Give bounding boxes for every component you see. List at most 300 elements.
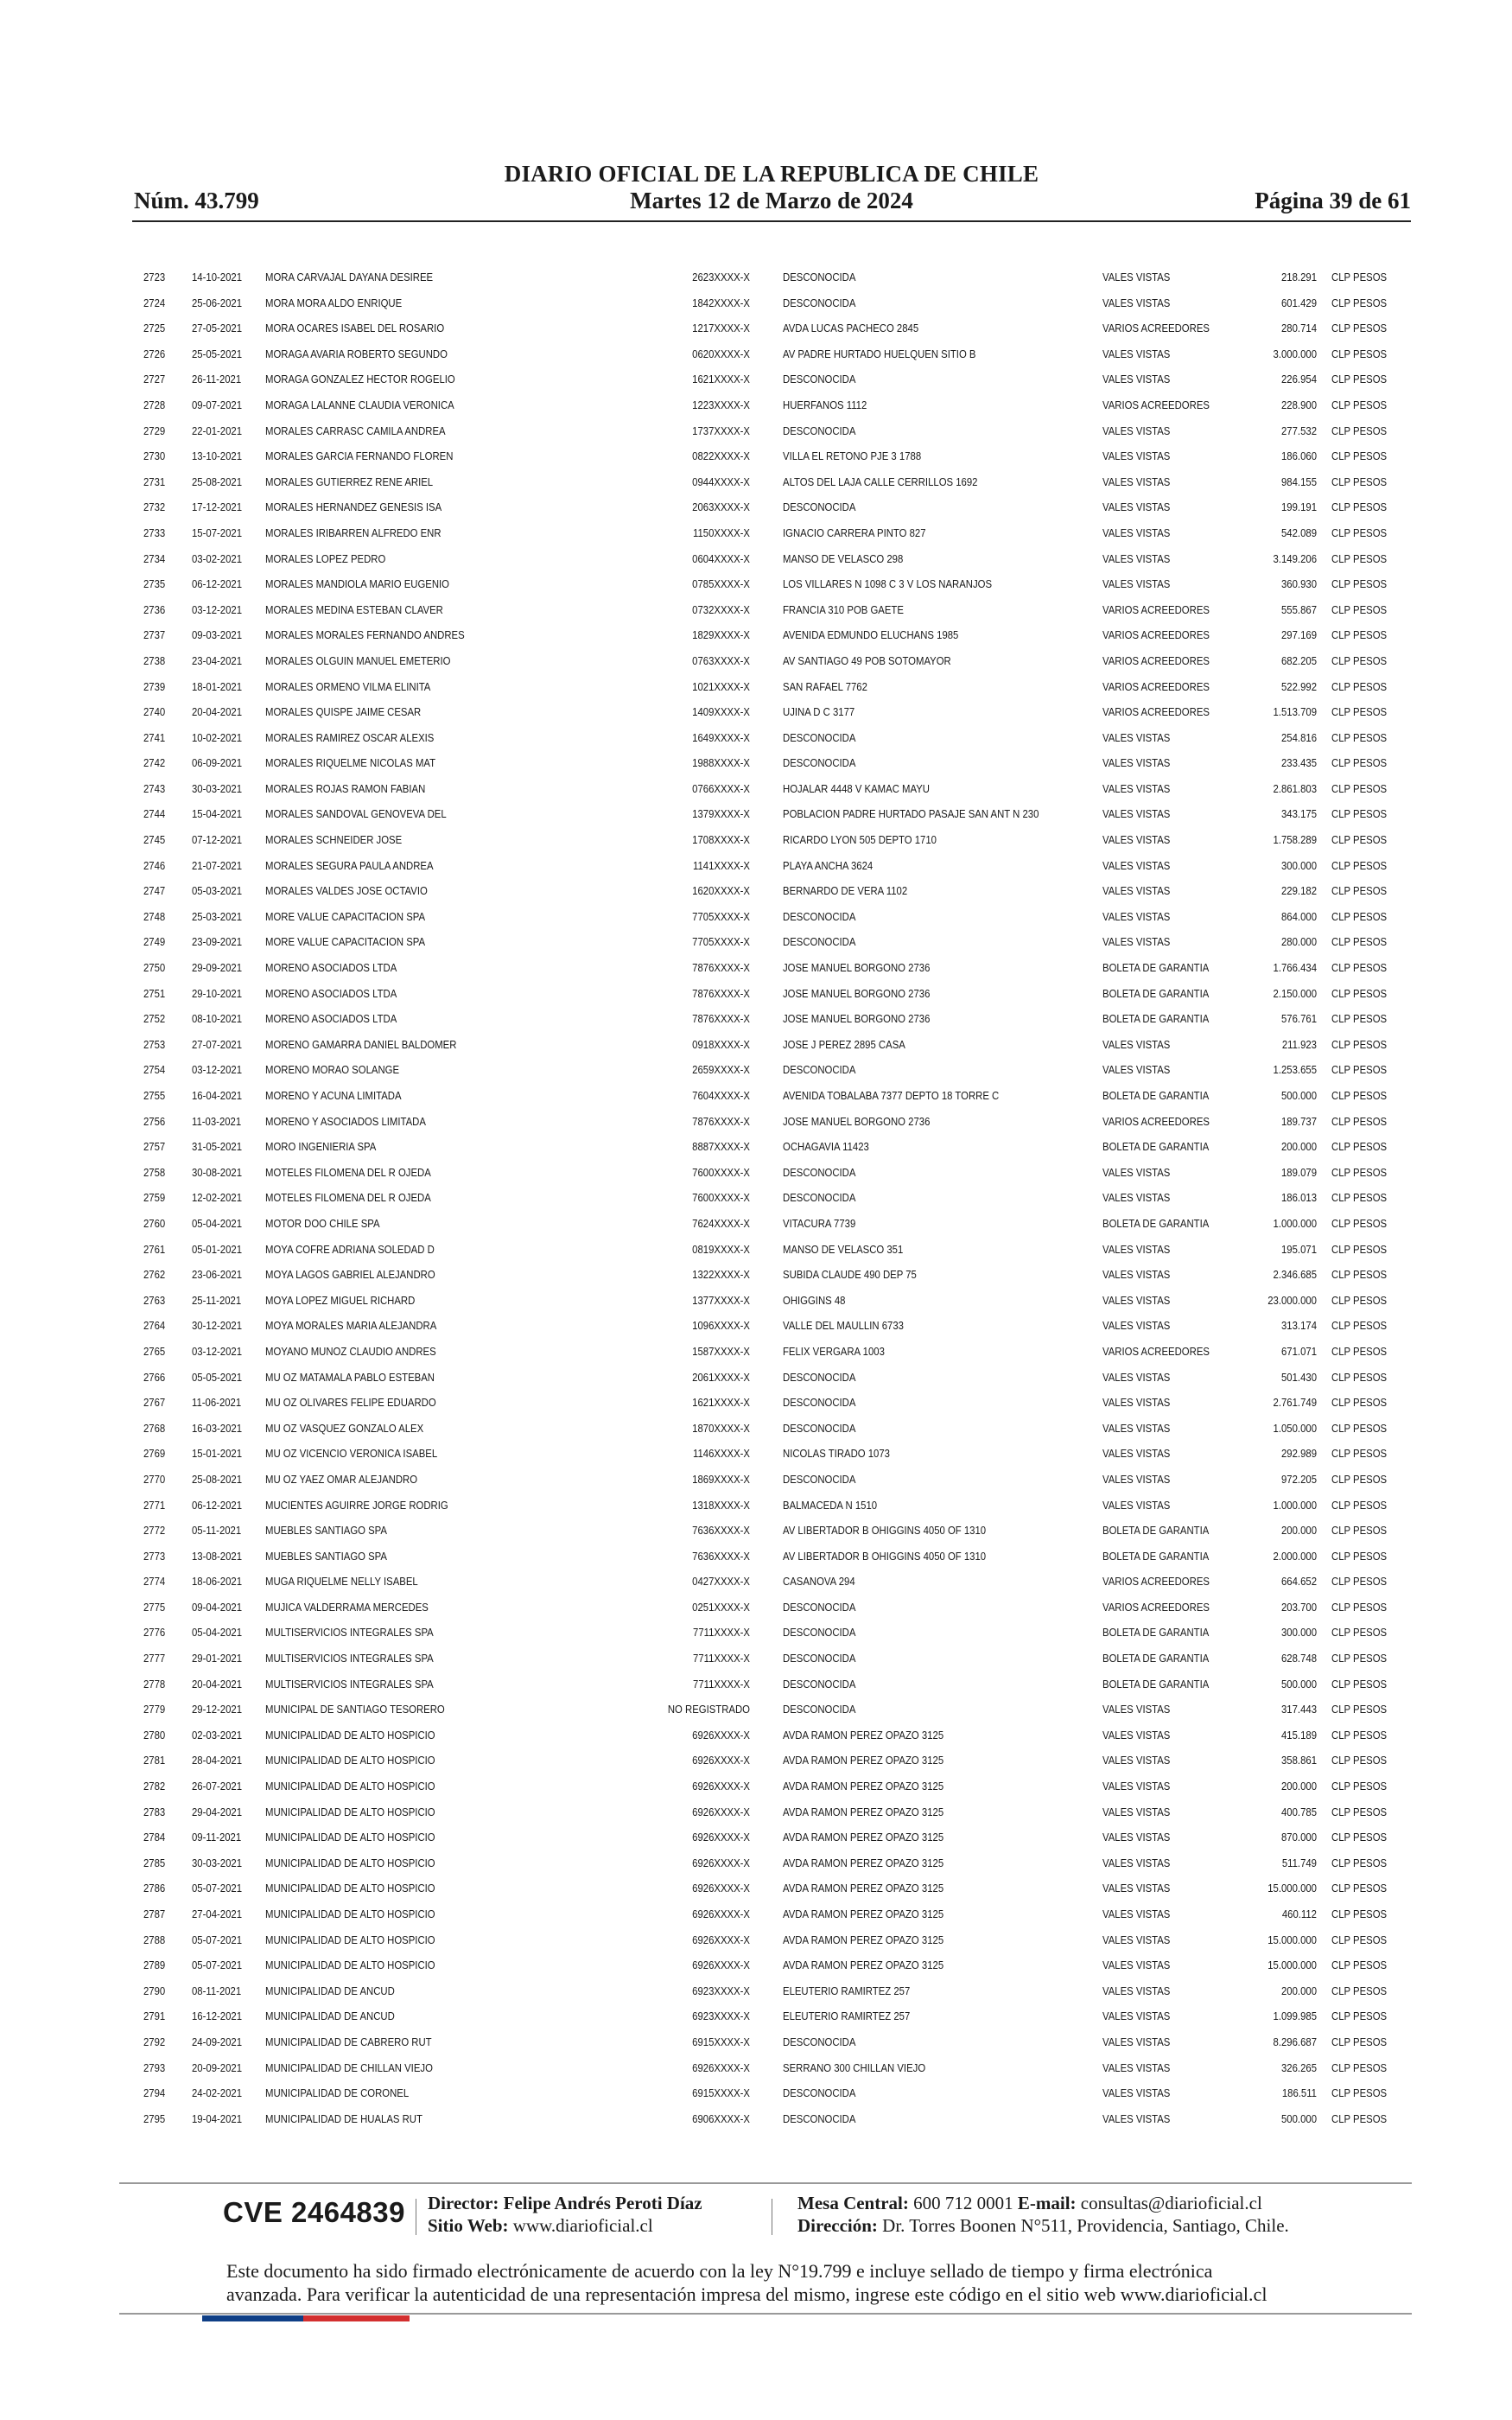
holder-rut: 7636XXXX-X bbox=[692, 1549, 750, 1563]
record-amount: 317.443 bbox=[1281, 1703, 1317, 1716]
record-amount: 360.930 bbox=[1281, 577, 1317, 591]
holder-address: SAN RAFAEL 7762 bbox=[783, 679, 867, 693]
central-phone: 600 712 0001 bbox=[913, 2193, 1013, 2213]
record-currency: CLP PESOS bbox=[1331, 1344, 1388, 1358]
record-date: 16-03-2021 bbox=[192, 1421, 243, 1435]
holder-address: AVDA RAMON PEREZ OPAZO 3125 bbox=[783, 1805, 944, 1818]
table-row bbox=[142, 1390, 1412, 1416]
record-number: 2725 bbox=[143, 322, 166, 335]
page-number: Página 39 de 61 bbox=[1255, 188, 1411, 213]
table-row bbox=[142, 315, 1412, 341]
table-row bbox=[142, 2055, 1412, 2081]
instrument-type: VALES VISTAS bbox=[1102, 1447, 1171, 1461]
record-date: 03-12-2021 bbox=[192, 1344, 243, 1358]
record-currency: CLP PESOS bbox=[1331, 1549, 1388, 1563]
holder-address: DESCONOCIDA bbox=[783, 1370, 856, 1384]
table-row bbox=[142, 1952, 1412, 1978]
record-amount: 15.000.000 bbox=[1267, 1958, 1317, 1972]
holder-rut: 2063XXXX-X bbox=[692, 500, 750, 514]
holder-rut: 7711XXXX-X bbox=[693, 1626, 750, 1640]
table-row bbox=[142, 1595, 1412, 1621]
holder-rut: 0944XXXX-X bbox=[692, 474, 750, 488]
instrument-type: VARIOS ACREEDORES bbox=[1102, 628, 1210, 642]
table-row bbox=[142, 1057, 1412, 1083]
instrument-type: VARIOS ACREEDORES bbox=[1102, 1344, 1210, 1358]
record-amount: 3.000.000 bbox=[1273, 347, 1317, 360]
holder-address: AVDA LUCAS PACHECO 2845 bbox=[783, 322, 919, 335]
record-amount: 1.000.000 bbox=[1273, 1498, 1317, 1512]
instrument-type: VARIOS ACREEDORES bbox=[1102, 1575, 1210, 1589]
contact-line bbox=[797, 2193, 1262, 2214]
holder-rut: 7600XXXX-X bbox=[692, 1165, 750, 1179]
record-currency: CLP PESOS bbox=[1331, 1958, 1388, 1972]
holder-rut: 6926XXXX-X bbox=[692, 1754, 750, 1767]
instrument-type: VALES VISTAS bbox=[1102, 424, 1171, 437]
table-row bbox=[142, 2003, 1412, 2029]
holder-rut: 6926XXXX-X bbox=[692, 2060, 750, 2074]
record-number: 2733 bbox=[143, 525, 166, 539]
record-currency: CLP PESOS bbox=[1331, 1933, 1388, 1946]
record-date: 20-04-2021 bbox=[192, 705, 243, 719]
record-number: 2775 bbox=[143, 1600, 166, 1614]
record-number: 2772 bbox=[143, 1524, 166, 1538]
holder-address: DESCONOCIDA bbox=[783, 1472, 856, 1486]
record-date: 25-08-2021 bbox=[192, 474, 243, 488]
address-label: Dirección: bbox=[797, 2215, 878, 2236]
holder-rut: 0819XXXX-X bbox=[692, 1242, 750, 1256]
record-currency: CLP PESOS bbox=[1331, 1780, 1388, 1793]
holder-rut: 7636XXXX-X bbox=[692, 1524, 750, 1538]
record-date: 23-06-2021 bbox=[192, 1268, 243, 1282]
record-amount: 628.748 bbox=[1281, 1652, 1317, 1665]
holder-rut: 6926XXXX-X bbox=[692, 1780, 750, 1793]
record-currency: CLP PESOS bbox=[1331, 271, 1388, 283]
record-currency: CLP PESOS bbox=[1331, 2111, 1388, 2125]
holder-address: DESCONOCIDA bbox=[783, 935, 856, 949]
record-number: 2736 bbox=[143, 602, 166, 616]
record-number: 2755 bbox=[143, 1089, 166, 1102]
holder-name: MULTISERVICIOS INTEGRALES SPA bbox=[265, 1677, 434, 1691]
instrument-type: VALES VISTAS bbox=[1102, 1293, 1171, 1307]
record-date: 06-12-2021 bbox=[192, 1498, 243, 1512]
record-currency: CLP PESOS bbox=[1331, 1907, 1388, 1920]
record-date: 29-01-2021 bbox=[192, 1652, 243, 1665]
holder-rut: 6923XXXX-X bbox=[692, 2009, 750, 2023]
record-date: 16-04-2021 bbox=[192, 1089, 243, 1102]
holder-name: MUNICIPALIDAD DE ANCUD bbox=[265, 1984, 395, 1997]
holder-rut: 1842XXXX-X bbox=[692, 296, 750, 309]
table-row bbox=[142, 341, 1412, 367]
holder-address: DESCONOCIDA bbox=[783, 730, 856, 744]
holder-name: MORENO ASOCIADOS LTDA bbox=[265, 986, 397, 1000]
holder-name: MORALES MORALES FERNANDO ANDRES bbox=[265, 628, 465, 642]
table-row bbox=[142, 1876, 1412, 1901]
record-number: 2731 bbox=[143, 474, 166, 488]
instrument-type: VALES VISTAS bbox=[1102, 551, 1171, 565]
instrument-type: VALES VISTAS bbox=[1102, 833, 1171, 847]
record-number: 2771 bbox=[143, 1498, 166, 1512]
instrument-type: BOLETA DE GARANTIA bbox=[1102, 1677, 1210, 1691]
holder-address: AVDA RAMON PEREZ OPAZO 3125 bbox=[783, 1728, 944, 1742]
instrument-type: VALES VISTAS bbox=[1102, 1421, 1171, 1435]
table-row bbox=[142, 264, 1412, 290]
record-currency: CLP PESOS bbox=[1331, 1677, 1388, 1691]
record-currency: CLP PESOS bbox=[1331, 398, 1388, 411]
record-currency: CLP PESOS bbox=[1331, 1728, 1388, 1742]
holder-rut: 1377XXXX-X bbox=[692, 1293, 750, 1307]
record-currency: CLP PESOS bbox=[1331, 1191, 1388, 1205]
holder-name: MORALES QUISPE JAIME CESAR bbox=[265, 705, 422, 719]
record-date: 19-04-2021 bbox=[192, 2111, 243, 2125]
holder-address: AVDA RAMON PEREZ OPAZO 3125 bbox=[783, 1754, 944, 1767]
record-currency: CLP PESOS bbox=[1331, 781, 1388, 795]
instrument-type: VALES VISTAS bbox=[1102, 577, 1171, 591]
record-currency: CLP PESOS bbox=[1331, 1114, 1388, 1128]
holder-name: MORALES ORMENO VILMA ELINITA bbox=[265, 679, 431, 693]
holder-name: MORAGA GONZALEZ HECTOR ROGELIO bbox=[265, 373, 455, 386]
record-date: 07-12-2021 bbox=[192, 833, 243, 847]
record-date: 27-04-2021 bbox=[192, 1907, 243, 1920]
record-date: 30-03-2021 bbox=[192, 1856, 243, 1869]
holder-address: RICARDO LYON 505 DEPTO 1710 bbox=[783, 833, 937, 847]
table-row bbox=[142, 2029, 1412, 2055]
instrument-type: BOLETA DE GARANTIA bbox=[1102, 1549, 1210, 1563]
record-currency: CLP PESOS bbox=[1331, 500, 1388, 514]
holder-address: SERRANO 300 CHILLAN VIEJO bbox=[783, 2060, 926, 2074]
holder-address: ELEUTERIO RAMIRTEZ 257 bbox=[783, 1984, 911, 1997]
footer-bottom-divider bbox=[119, 2313, 1412, 2315]
holder-name: MORENO GAMARRA DANIEL BALDOMER bbox=[265, 1037, 457, 1051]
table-row bbox=[142, 1825, 1412, 1850]
holder-address: FELIX VERGARA 1003 bbox=[783, 1344, 885, 1358]
record-number: 2779 bbox=[143, 1703, 166, 1716]
record-currency: CLP PESOS bbox=[1331, 1626, 1388, 1640]
holder-address: DESCONOCIDA bbox=[783, 1703, 856, 1716]
record-amount: 233.435 bbox=[1281, 756, 1317, 770]
record-amount: 664.652 bbox=[1281, 1575, 1317, 1589]
record-amount: 200.000 bbox=[1281, 1984, 1317, 1997]
record-currency: CLP PESOS bbox=[1331, 2009, 1388, 2023]
record-amount: 542.089 bbox=[1281, 525, 1317, 539]
instrument-type: VALES VISTAS bbox=[1102, 271, 1171, 283]
record-number: 2743 bbox=[143, 781, 166, 795]
record-date: 09-03-2021 bbox=[192, 628, 243, 642]
table-row bbox=[142, 1313, 1412, 1339]
instrument-type: VALES VISTAS bbox=[1102, 730, 1171, 744]
holder-name: MORA MORA ALDO ENRIQUE bbox=[265, 296, 403, 309]
record-date: 25-05-2021 bbox=[192, 347, 243, 360]
holder-address: FRANCIA 310 POB GAETE bbox=[783, 602, 904, 616]
record-date: 26-11-2021 bbox=[192, 373, 242, 386]
holder-rut: 7705XXXX-X bbox=[692, 935, 750, 949]
record-currency: CLP PESOS bbox=[1331, 602, 1388, 616]
record-date: 05-07-2021 bbox=[192, 1958, 243, 1972]
record-number: 2759 bbox=[143, 1191, 166, 1205]
table-row bbox=[142, 1723, 1412, 1748]
holder-name: MU OZ YAEZ OMAR ALEJANDRO bbox=[265, 1472, 418, 1486]
record-number: 2765 bbox=[143, 1344, 166, 1358]
instrument-type: VALES VISTAS bbox=[1102, 1472, 1171, 1486]
record-amount: 500.000 bbox=[1281, 1677, 1317, 1691]
holder-rut: 0822XXXX-X bbox=[692, 449, 750, 463]
holder-name: MULTISERVICIOS INTEGRALES SPA bbox=[265, 1626, 434, 1640]
record-number: 2750 bbox=[143, 961, 166, 975]
holder-name: MUNICIPALIDAD DE CABRERO RUT bbox=[265, 2035, 432, 2048]
instrument-type: VALES VISTAS bbox=[1102, 373, 1171, 386]
record-amount: 500.000 bbox=[1281, 2111, 1317, 2125]
table-row bbox=[142, 1850, 1412, 1876]
record-number: 2781 bbox=[143, 1754, 166, 1767]
holder-rut: 8887XXXX-X bbox=[692, 1140, 750, 1154]
holder-name: MORA OCARES ISABEL DEL ROSARIO bbox=[265, 322, 445, 335]
holder-address: UJINA D C 3177 bbox=[783, 705, 855, 719]
holder-rut: 6915XXXX-X bbox=[692, 2086, 750, 2100]
record-number: 2727 bbox=[143, 373, 166, 386]
holder-rut: 0732XXXX-X bbox=[692, 602, 750, 616]
holder-rut: 7711XXXX-X bbox=[693, 1677, 750, 1691]
record-number: 2777 bbox=[143, 1652, 166, 1665]
cve-code: CVE 2464839 bbox=[223, 2196, 405, 2228]
record-number: 2794 bbox=[143, 2086, 166, 2100]
table-row bbox=[142, 1774, 1412, 1799]
record-amount: 280.000 bbox=[1281, 935, 1317, 949]
holder-name: MORALES HERNANDEZ GENESIS ISA bbox=[265, 500, 442, 514]
record-currency: CLP PESOS bbox=[1331, 373, 1388, 386]
table-row bbox=[142, 1927, 1412, 1953]
holder-address: AVDA RAMON PEREZ OPAZO 3125 bbox=[783, 1958, 944, 1972]
holder-address: AVDA RAMON PEREZ OPAZO 3125 bbox=[783, 1856, 944, 1869]
instrument-type: VALES VISTAS bbox=[1102, 935, 1171, 949]
record-date: 03-02-2021 bbox=[192, 551, 243, 565]
holder-name: MORALES SANDOVAL GENOVEVA DEL bbox=[265, 807, 447, 821]
holder-rut: 0251XXXX-X bbox=[692, 1600, 750, 1614]
record-date: 31-05-2021 bbox=[192, 1140, 243, 1154]
holder-address: AVDA RAMON PEREZ OPAZO 3125 bbox=[783, 1780, 944, 1793]
instrument-type: VARIOS ACREEDORES bbox=[1102, 322, 1210, 335]
record-currency: CLP PESOS bbox=[1331, 474, 1388, 488]
record-currency: CLP PESOS bbox=[1331, 1805, 1388, 1818]
holder-name: MORAGA AVARIA ROBERTO SEGUNDO bbox=[265, 347, 448, 360]
record-date: 05-07-2021 bbox=[192, 1882, 243, 1895]
holder-address: DESCONOCIDA bbox=[783, 500, 856, 514]
holder-name: MORALES GUTIERREZ RENE ARIEL bbox=[265, 474, 434, 488]
instrument-type: VALES VISTAS bbox=[1102, 781, 1171, 795]
instrument-type: VARIOS ACREEDORES bbox=[1102, 1114, 1210, 1128]
holder-address: AV LIBERTADOR B OHIGGINS 4050 OF 1310 bbox=[783, 1524, 987, 1538]
record-currency: CLP PESOS bbox=[1331, 1882, 1388, 1895]
record-currency: CLP PESOS bbox=[1331, 756, 1388, 770]
holder-name: MUNICIPALIDAD DE ALTO HOSPICIO bbox=[265, 1831, 435, 1844]
instrument-type: VALES VISTAS bbox=[1102, 1370, 1171, 1384]
holder-address: DESCONOCIDA bbox=[783, 1165, 856, 1179]
instrument-type: VALES VISTAS bbox=[1102, 474, 1171, 488]
table-row bbox=[142, 1032, 1412, 1058]
record-number: 2729 bbox=[143, 424, 166, 437]
record-number: 2753 bbox=[143, 1037, 166, 1051]
record-date: 05-11-2021 bbox=[192, 1524, 242, 1538]
holder-rut: 6906XXXX-X bbox=[692, 2111, 750, 2125]
holder-address: AVENIDA EDMUNDO ELUCHANS 1985 bbox=[783, 628, 959, 642]
record-currency: CLP PESOS bbox=[1331, 1754, 1388, 1767]
record-number: 2763 bbox=[143, 1293, 166, 1307]
record-amount: 2.761.749 bbox=[1273, 1396, 1317, 1410]
instrument-type: BOLETA DE GARANTIA bbox=[1102, 1652, 1210, 1665]
record-number: 2745 bbox=[143, 833, 166, 847]
record-amount: 501.430 bbox=[1281, 1370, 1317, 1384]
holder-name: MORA CARVAJAL DAYANA DESIREE bbox=[265, 271, 434, 283]
holder-rut: 0785XXXX-X bbox=[692, 577, 750, 591]
holder-rut: 7600XXXX-X bbox=[692, 1191, 750, 1205]
table-row bbox=[142, 827, 1412, 853]
website-link[interactable]: www.diarioficial.cl bbox=[512, 2215, 653, 2236]
record-amount: 415.189 bbox=[1281, 1728, 1317, 1742]
record-currency: CLP PESOS bbox=[1331, 1575, 1388, 1589]
record-amount: 228.900 bbox=[1281, 398, 1317, 411]
record-number: 2778 bbox=[143, 1677, 166, 1691]
holder-address: HUERFANOS 1112 bbox=[783, 398, 867, 411]
holder-name: MORALES VALDES JOSE OCTAVIO bbox=[265, 884, 428, 898]
holder-address: AVDA RAMON PEREZ OPAZO 3125 bbox=[783, 1933, 944, 1946]
table-row bbox=[142, 571, 1412, 597]
instrument-type: BOLETA DE GARANTIA bbox=[1102, 986, 1210, 1000]
holder-address: AV SANTIAGO 49 POB SOTOMAYOR bbox=[783, 653, 951, 667]
record-amount: 254.816 bbox=[1281, 730, 1317, 744]
table-row bbox=[142, 1339, 1412, 1365]
table-row bbox=[142, 1569, 1412, 1595]
holder-rut: 1021XXXX-X bbox=[692, 679, 750, 693]
record-date: 08-10-2021 bbox=[192, 1012, 243, 1026]
holder-rut: 6926XXXX-X bbox=[692, 1958, 750, 1972]
record-amount: 203.700 bbox=[1281, 1600, 1317, 1614]
holder-name: MORE VALUE CAPACITACION SPA bbox=[265, 935, 426, 949]
record-number: 2761 bbox=[143, 1242, 166, 1256]
holder-address: DESCONOCIDA bbox=[783, 1626, 856, 1640]
table-row bbox=[142, 1416, 1412, 1442]
director-line bbox=[428, 2193, 702, 2214]
record-currency: CLP PESOS bbox=[1331, 1012, 1388, 1026]
record-date: 13-08-2021 bbox=[192, 1549, 243, 1563]
table-row bbox=[142, 955, 1412, 981]
record-currency: CLP PESOS bbox=[1331, 1037, 1388, 1051]
holder-address: HOJALAR 4448 V KAMAC MAYU bbox=[783, 781, 930, 795]
holder-rut: 1318XXXX-X bbox=[692, 1498, 750, 1512]
record-number: 2739 bbox=[143, 679, 166, 693]
record-date: 15-04-2021 bbox=[192, 807, 243, 821]
record-currency: CLP PESOS bbox=[1331, 322, 1388, 335]
holder-rut: 7711XXXX-X bbox=[693, 1652, 750, 1665]
holder-address: JOSE MANUEL BORGONO 2736 bbox=[783, 961, 931, 975]
holder-address: PLAYA ANCHA 3624 bbox=[783, 858, 874, 872]
instrument-type: BOLETA DE GARANTIA bbox=[1102, 961, 1210, 975]
record-date: 24-09-2021 bbox=[192, 2035, 243, 2048]
record-currency: CLP PESOS bbox=[1331, 577, 1388, 591]
record-amount: 864.000 bbox=[1281, 909, 1317, 923]
holder-name: MORAGA LALANNE CLAUDIA VERONICA bbox=[265, 398, 454, 411]
holder-rut: 6926XXXX-X bbox=[692, 1728, 750, 1742]
email-label: E-mail: bbox=[1017, 2193, 1077, 2213]
record-amount: 8.296.687 bbox=[1273, 2035, 1317, 2048]
holder-address: DESCONOCIDA bbox=[783, 2111, 856, 2125]
holder-name: MOTELES FILOMENA DEL R OJEDA bbox=[265, 1165, 431, 1179]
email-link[interactable]: consultas@diarioficial.cl bbox=[1080, 2193, 1262, 2213]
director-name: Felipe Andrés Peroti Díaz bbox=[503, 2193, 702, 2213]
record-currency: CLP PESOS bbox=[1331, 807, 1388, 821]
record-amount: 313.174 bbox=[1281, 1319, 1317, 1333]
record-currency: CLP PESOS bbox=[1331, 653, 1388, 667]
holder-name: MUNICIPALIDAD DE CORONEL bbox=[265, 2086, 410, 2100]
holder-address: DESCONOCIDA bbox=[783, 2035, 856, 2048]
holder-rut: 0763XXXX-X bbox=[692, 653, 750, 667]
holder-address: LOS VILLARES N 1098 C 3 V LOS NARANJOS bbox=[783, 577, 993, 591]
holder-rut: 7705XXXX-X bbox=[692, 909, 750, 923]
table-row bbox=[142, 1620, 1412, 1646]
record-currency: CLP PESOS bbox=[1331, 679, 1388, 693]
record-number: 2735 bbox=[143, 577, 166, 591]
holder-address: DESCONOCIDA bbox=[783, 1652, 856, 1665]
instrument-type: VALES VISTAS bbox=[1102, 2086, 1171, 2100]
record-currency: CLP PESOS bbox=[1331, 2035, 1388, 2048]
instrument-type: BOLETA DE GARANTIA bbox=[1102, 1626, 1210, 1640]
holder-rut: NO REGISTRADO bbox=[667, 1703, 750, 1716]
holder-rut: 1869XXXX-X bbox=[692, 1472, 750, 1486]
instrument-type: VALES VISTAS bbox=[1102, 1191, 1171, 1205]
record-currency: CLP PESOS bbox=[1331, 1421, 1388, 1435]
record-currency: CLP PESOS bbox=[1331, 1600, 1388, 1614]
holder-rut: 1870XXXX-X bbox=[692, 1421, 750, 1435]
record-amount: 671.071 bbox=[1281, 1344, 1317, 1358]
instrument-type: VALES VISTAS bbox=[1102, 909, 1171, 923]
record-amount: 297.169 bbox=[1281, 628, 1317, 642]
holder-name: MUNICIPALIDAD DE CHILLAN VIEJO bbox=[265, 2060, 433, 2074]
record-amount: 500.000 bbox=[1281, 1089, 1317, 1102]
record-number: 2747 bbox=[143, 884, 166, 898]
record-currency: CLP PESOS bbox=[1331, 628, 1388, 642]
record-number: 2748 bbox=[143, 909, 166, 923]
instrument-type: BOLETA DE GARANTIA bbox=[1102, 1140, 1210, 1154]
record-amount: 277.532 bbox=[1281, 424, 1317, 437]
record-currency: CLP PESOS bbox=[1331, 1063, 1388, 1077]
holder-name: MUEBLES SANTIAGO SPA bbox=[265, 1549, 387, 1563]
table-row bbox=[142, 648, 1412, 674]
signature-notice-line-2: avanzada. Para verificar la autenticidad de una representación impresa del mismo, ingrese este código en el sitio web www.diarioficial.cl bbox=[226, 2283, 1267, 2305]
holder-name: MORALES RAMIREZ OSCAR ALEXIS bbox=[265, 730, 435, 744]
instrument-type: VALES VISTAS bbox=[1102, 2060, 1171, 2074]
table-row bbox=[142, 494, 1412, 520]
record-amount: 1.099.985 bbox=[1273, 2009, 1317, 2023]
holder-rut: 1621XXXX-X bbox=[692, 373, 750, 386]
record-amount: 972.205 bbox=[1281, 1472, 1317, 1486]
holder-name: MOYA COFRE ADRIANA SOLEDAD D bbox=[265, 1242, 435, 1256]
record-number: 2773 bbox=[143, 1549, 166, 1563]
record-date: 03-12-2021 bbox=[192, 1063, 243, 1077]
instrument-type: BOLETA DE GARANTIA bbox=[1102, 1524, 1210, 1538]
holder-name: MUNICIPALIDAD DE ALTO HOSPICIO bbox=[265, 1728, 435, 1742]
record-number: 2790 bbox=[143, 1984, 166, 1997]
instrument-type: VALES VISTAS bbox=[1102, 1984, 1171, 1997]
record-amount: 555.867 bbox=[1281, 602, 1317, 616]
holder-rut: 0604XXXX-X bbox=[692, 551, 750, 565]
instrument-type: VALES VISTAS bbox=[1102, 2111, 1171, 2125]
record-currency: CLP PESOS bbox=[1331, 1268, 1388, 1282]
holder-name: MUGA RIQUELME NELLY ISABEL bbox=[265, 1575, 418, 1589]
holder-name: MUNICIPALIDAD DE ALTO HOSPICIO bbox=[265, 1754, 435, 1767]
holder-address: IGNACIO CARRERA PINTO 827 bbox=[783, 525, 926, 539]
holder-name: MUNICIPALIDAD DE ALTO HOSPICIO bbox=[265, 1907, 435, 1920]
holder-name: MOTELES FILOMENA DEL R OJEDA bbox=[265, 1191, 431, 1205]
table-row bbox=[142, 1901, 1412, 1927]
record-date: 26-07-2021 bbox=[192, 1780, 243, 1793]
holder-name: MORALES OLGUIN MANUEL EMETERIO bbox=[265, 653, 451, 667]
